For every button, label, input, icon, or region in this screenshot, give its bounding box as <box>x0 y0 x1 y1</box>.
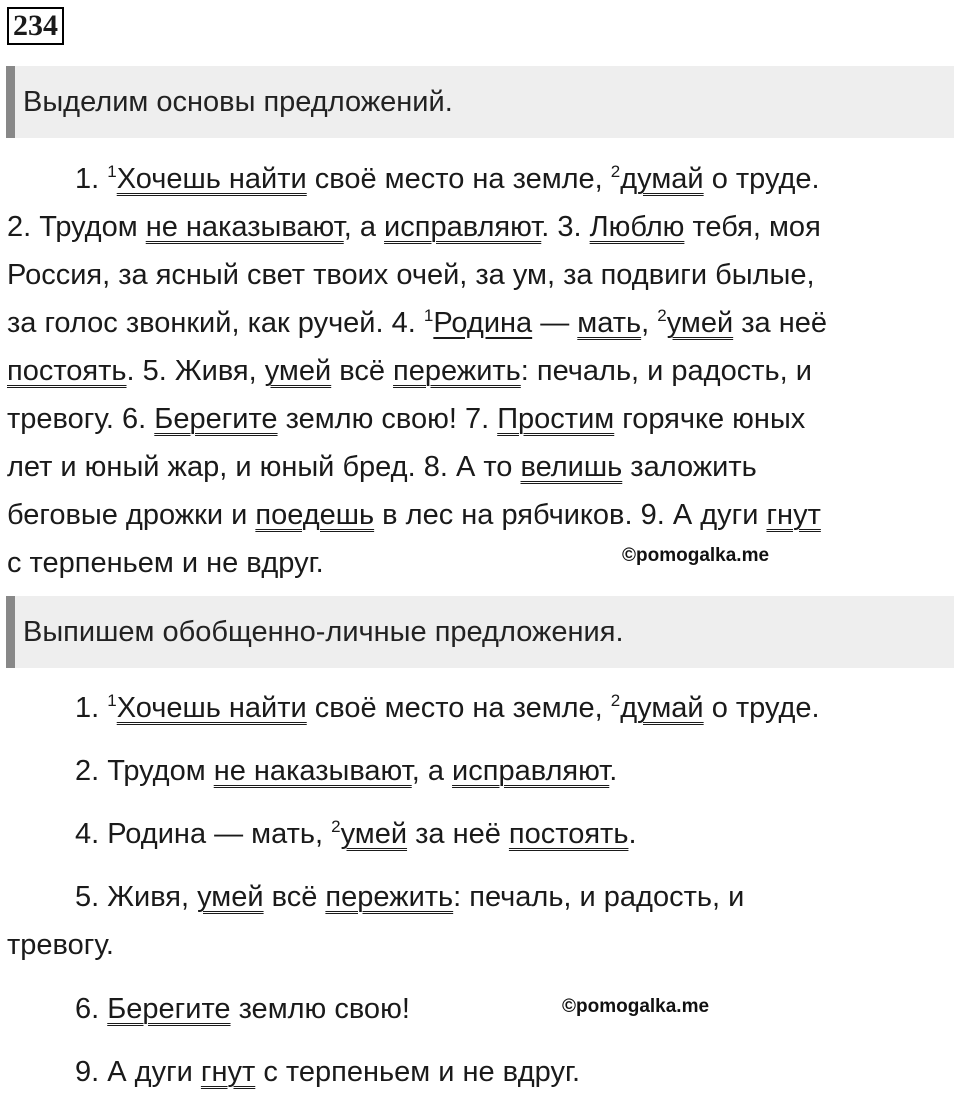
predicate: пережить <box>325 881 454 913</box>
clause-number: 1 <box>107 691 117 710</box>
text-line <box>7 395 937 443</box>
subject: Родина <box>433 307 533 339</box>
text-run: Россия, за ясный свет твоих очей, за ум, за подвиги былые, <box>7 259 815 291</box>
predicate: Берегите <box>107 993 231 1025</box>
text-run: своё место на земле, <box>306 692 611 724</box>
predicate: постоять <box>508 818 629 850</box>
predicate: гнут <box>766 499 821 531</box>
text-run: . 5. Живя, <box>126 355 265 387</box>
predicate: не наказывают <box>213 755 412 787</box>
predicate: Берегите <box>154 403 278 435</box>
predicate: умей <box>197 881 264 913</box>
text-run: : печаль, и радость, и <box>520 355 812 387</box>
text-run: горячке юных <box>614 403 806 435</box>
text-run: о труде. <box>703 692 820 724</box>
text-run: : печаль, и радость, и <box>453 881 745 913</box>
predicate: мать <box>577 307 642 339</box>
text-run: . 3. <box>541 211 590 243</box>
text-run: 1. <box>75 692 108 724</box>
clause-number: 1 <box>423 306 434 325</box>
predicate: думай <box>620 692 704 724</box>
text-run: , а <box>411 755 453 787</box>
text-run: всё <box>331 355 394 387</box>
predicate: гнут <box>200 1056 256 1088</box>
text-run: 2. Трудом <box>7 211 146 243</box>
predicate: умей <box>264 355 332 387</box>
predicate: поедешь <box>255 499 375 531</box>
text-run: — <box>532 307 578 339</box>
predicate: исправляют <box>384 211 542 243</box>
text-line <box>7 347 937 395</box>
predicate: пережить <box>393 355 521 387</box>
text-run: лет и юный жар, и юный бред. 8. А то <box>7 451 521 483</box>
text-run: 5. Живя, <box>75 881 198 913</box>
text-run: . <box>609 755 618 787</box>
text-run: заложить <box>622 451 757 483</box>
sentence-line <box>75 810 637 858</box>
text-run: в лес на рябчиков. 9. А дуги <box>374 499 767 531</box>
text-line <box>7 251 937 299</box>
section1-paragraph <box>7 155 937 587</box>
watermark: ©pomogalka.me <box>562 996 710 1017</box>
text-run: , <box>641 307 658 339</box>
text-run: с терпеньем и не вдруг. <box>7 547 324 579</box>
text-run: 4. Родина — мать, <box>75 818 332 850</box>
watermark: ©pomogalka.me <box>622 545 770 566</box>
sentence-line <box>75 747 617 795</box>
text-run: , а <box>343 211 385 243</box>
text-run: 1. <box>75 163 108 195</box>
text-line <box>7 299 937 347</box>
exercise-number: 234 <box>7 7 64 45</box>
text-run: 2. Трудом <box>75 755 214 787</box>
predicate: исправляют <box>452 755 610 787</box>
text-run: землю свою! <box>230 993 410 1025</box>
text-run: тебя, моя <box>684 211 821 243</box>
text-run: . <box>628 818 637 850</box>
clause-number: 1 <box>107 162 117 181</box>
predicate: Простим <box>497 403 615 435</box>
text-run: тревогу. 6. <box>7 403 155 435</box>
sentence-line <box>75 1048 580 1096</box>
predicate: думай <box>620 163 704 195</box>
sentence-line <box>7 921 114 969</box>
clause-number: 2 <box>657 306 667 325</box>
predicate: умей <box>666 307 734 339</box>
predicate: Хочешь найти <box>116 692 307 724</box>
text-line <box>7 155 937 203</box>
text-line <box>7 539 937 587</box>
clause-number: 2 <box>610 691 621 710</box>
sentence-line <box>75 985 410 1033</box>
text-run: о труде. <box>703 163 820 195</box>
text-run: за неё <box>407 818 509 850</box>
text-run: за неё <box>733 307 827 339</box>
predicate: Люблю <box>589 211 685 243</box>
predicate: Хочешь найти <box>116 163 307 195</box>
text-run: 6. <box>75 993 108 1025</box>
text-run: 9. А дуги <box>75 1056 201 1088</box>
clause-number: 2 <box>610 162 621 181</box>
text-line <box>7 443 937 491</box>
text-run: тревогу. <box>7 929 114 961</box>
text-line <box>7 491 937 539</box>
sentence-line <box>75 873 744 921</box>
clause-number: 2 <box>331 817 341 836</box>
predicate: умей <box>340 818 408 850</box>
text-run: своё место на земле, <box>306 163 611 195</box>
text-run: землю свою! 7. <box>277 403 498 435</box>
text-run: за голос звонкий, как ручей. 4. <box>7 307 424 339</box>
predicate: не наказывают <box>145 211 344 243</box>
predicate: велишь <box>520 451 623 483</box>
text-line <box>7 203 937 251</box>
section2-heading: Выпишем обобщенно-личные предложения. <box>6 596 954 668</box>
text-run: всё <box>263 881 326 913</box>
predicate: постоять <box>7 355 127 387</box>
section1-heading: Выделим основы предложений. <box>6 66 954 138</box>
text-run: с терпеньем и не вдруг. <box>255 1056 581 1088</box>
text-run: беговые дрожки и <box>7 499 256 531</box>
sentence-line <box>75 684 820 732</box>
